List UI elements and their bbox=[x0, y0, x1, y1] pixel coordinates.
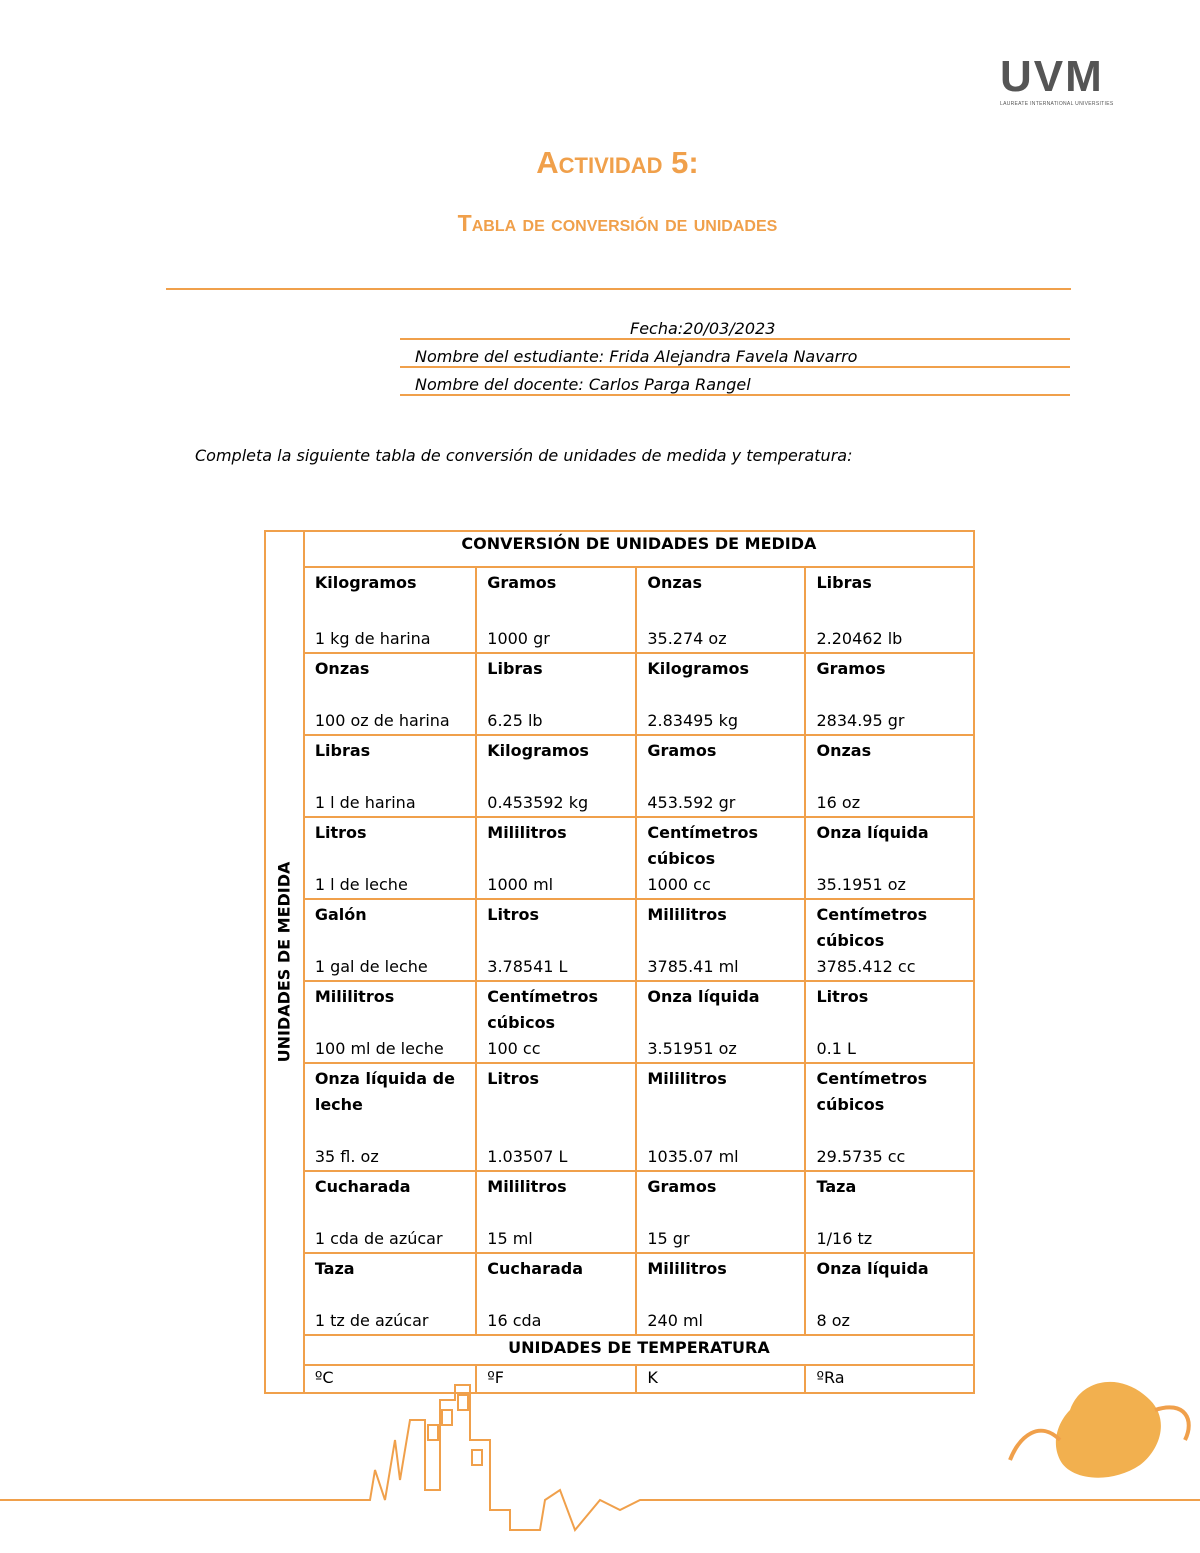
unit-name: Centímetros cúbicos bbox=[816, 1069, 928, 1114]
header-divider bbox=[166, 288, 1071, 290]
table-cell bbox=[805, 1171, 974, 1253]
unit-name: Kilogramos bbox=[314, 573, 417, 592]
unit-name: Mililitros bbox=[487, 1177, 567, 1196]
cell-content bbox=[647, 570, 794, 650]
cell-content bbox=[647, 738, 794, 814]
cell-content bbox=[647, 1066, 794, 1168]
unit-value: 3.78541 L bbox=[487, 957, 568, 976]
cell-content bbox=[816, 902, 963, 978]
table-cell bbox=[476, 1171, 636, 1253]
cell-content bbox=[647, 902, 794, 978]
table-cell bbox=[304, 567, 476, 653]
temperature-unit: ºF bbox=[476, 1365, 636, 1393]
table-cell bbox=[805, 817, 974, 899]
unit-value: 2834.95 gr bbox=[816, 711, 905, 730]
unit-value: 240 ml bbox=[647, 1311, 703, 1330]
cell-content bbox=[315, 656, 465, 732]
unit-name: Galón bbox=[314, 905, 367, 924]
table-cell bbox=[636, 1253, 805, 1335]
unit-name: Mililitros bbox=[647, 905, 727, 924]
cell-content bbox=[647, 1256, 794, 1332]
unit-value: 3785.41 ml bbox=[647, 957, 739, 976]
cell-content bbox=[487, 1174, 625, 1250]
instruction-text: Completa la siguiente tabla de conversión de unidades de medida y temperatura: bbox=[195, 446, 853, 465]
table-cell bbox=[476, 981, 636, 1063]
unit-value: 1.03507 L bbox=[487, 1147, 568, 1166]
unit-name: Litros bbox=[314, 823, 367, 842]
cell-content bbox=[816, 570, 963, 650]
table-cell bbox=[636, 899, 805, 981]
cell-content bbox=[315, 1256, 465, 1332]
unit-name: Onzas bbox=[647, 573, 702, 592]
table-cell bbox=[805, 981, 974, 1063]
cell-content bbox=[487, 656, 625, 732]
table-cell bbox=[304, 735, 476, 817]
unit-value: 35.1951 oz bbox=[816, 875, 906, 894]
cell-content bbox=[487, 820, 625, 896]
unit-value: 1000 cc bbox=[647, 875, 711, 894]
unit-value: 1000 gr bbox=[487, 629, 550, 648]
table-row bbox=[265, 653, 974, 735]
table-row bbox=[265, 899, 974, 981]
unit-name: Centímetros cúbicos bbox=[647, 823, 759, 868]
cell-content bbox=[315, 1066, 465, 1168]
unit-value: 8 oz bbox=[816, 1311, 850, 1330]
unit-name: Gramos bbox=[647, 741, 717, 760]
unit-name: Libras bbox=[487, 659, 543, 678]
unit-name: Taza bbox=[816, 1177, 857, 1196]
unit-name: Kilogramos bbox=[487, 741, 589, 760]
table-cell bbox=[304, 1063, 476, 1171]
conversion-table bbox=[264, 530, 975, 1394]
unit-value: 1 l de leche bbox=[314, 875, 408, 894]
logo-tagline: LAUREATE INTERNATIONAL UNIVERSITIES bbox=[1000, 101, 1114, 107]
cell-content bbox=[816, 820, 963, 896]
table-cell bbox=[636, 735, 805, 817]
cell-content bbox=[647, 820, 794, 896]
unit-value: 0.453592 kg bbox=[487, 793, 589, 812]
temperature-unit: K bbox=[636, 1365, 805, 1393]
table-cell bbox=[304, 817, 476, 899]
table-row bbox=[265, 817, 974, 899]
decorative-footer-illustration bbox=[0, 1380, 1200, 1553]
cell-content bbox=[816, 1174, 963, 1250]
temperature-title: UNIDADES DE TEMPERATURA bbox=[304, 1335, 974, 1365]
unit-name: Taza bbox=[314, 1259, 355, 1278]
unit-name: Kilogramos bbox=[647, 659, 750, 678]
logo-text: UVM bbox=[1000, 52, 1104, 101]
unit-name: Cucharada bbox=[314, 1177, 411, 1196]
unit-value: 35.274 oz bbox=[647, 629, 727, 648]
cell-content bbox=[487, 570, 625, 650]
cell-content bbox=[315, 902, 465, 978]
cell-content bbox=[816, 1256, 963, 1332]
table-cell bbox=[476, 1253, 636, 1335]
page-title: Actividad 5: bbox=[536, 145, 699, 180]
unit-value: 0.1 L bbox=[816, 1039, 856, 1058]
cell-content bbox=[647, 984, 794, 1060]
unit-value: 29.5735 cc bbox=[816, 1147, 906, 1166]
table-cell bbox=[304, 653, 476, 735]
table-cell bbox=[636, 1063, 805, 1171]
cell-content bbox=[315, 1174, 465, 1250]
unit-name: Libras bbox=[314, 741, 371, 760]
table-cell bbox=[805, 653, 974, 735]
temperature-unit: ºRa bbox=[805, 1365, 974, 1393]
teacher-name-field: Nombre del docente: Carlos Parga Rangel bbox=[400, 374, 1070, 396]
table-cell bbox=[636, 817, 805, 899]
unit-value: 1/16 tz bbox=[816, 1229, 873, 1248]
table-row bbox=[265, 567, 974, 653]
cell-content bbox=[487, 1066, 625, 1168]
unit-value: 1 l de harina bbox=[314, 793, 416, 812]
temperature-unit: ºC bbox=[304, 1365, 476, 1393]
table-cell bbox=[304, 1171, 476, 1253]
unit-name: Libras bbox=[816, 573, 872, 592]
unit-name: Litros bbox=[487, 1069, 539, 1088]
unit-name: Mililitros bbox=[487, 823, 567, 842]
unit-value: 1 gal de leche bbox=[314, 957, 428, 976]
unit-value: 1000 ml bbox=[487, 875, 554, 894]
cell-content bbox=[816, 738, 963, 814]
table-cell bbox=[476, 567, 636, 653]
unit-name: Litros bbox=[487, 905, 539, 924]
cell-content bbox=[647, 656, 794, 732]
unit-name: Onza líquida bbox=[816, 823, 929, 842]
table-cell bbox=[636, 567, 805, 653]
table-cell bbox=[805, 899, 974, 981]
unit-name: Onza líquida bbox=[647, 987, 760, 1006]
table-cell bbox=[636, 653, 805, 735]
unit-name: Centímetros cúbicos bbox=[816, 905, 928, 950]
unit-value: 1 cda de azúcar bbox=[314, 1229, 443, 1248]
cell-content bbox=[315, 570, 465, 650]
side-label-cell bbox=[265, 531, 304, 1393]
cell-content bbox=[487, 902, 625, 978]
table-cell bbox=[476, 1063, 636, 1171]
unit-name: Mililitros bbox=[647, 1069, 727, 1088]
cell-content bbox=[816, 984, 963, 1060]
cell-content bbox=[315, 738, 465, 814]
table-row bbox=[265, 1171, 974, 1253]
cell-content bbox=[487, 738, 625, 814]
table-row bbox=[265, 981, 974, 1063]
unit-value: 15 gr bbox=[647, 1229, 690, 1248]
table-row bbox=[265, 1253, 974, 1335]
uvm-logo bbox=[1000, 52, 1125, 110]
unit-value: 2.83495 kg bbox=[647, 711, 739, 730]
unit-value: 100 ml de leche bbox=[314, 1039, 444, 1058]
unit-value: 3785.412 cc bbox=[816, 957, 916, 976]
cell-content bbox=[315, 984, 465, 1060]
table-cell bbox=[304, 981, 476, 1063]
unit-value: 453.592 gr bbox=[647, 793, 736, 812]
table-cell bbox=[805, 567, 974, 653]
unit-name: Gramos bbox=[816, 659, 886, 678]
table-cell bbox=[476, 735, 636, 817]
table-cell bbox=[805, 735, 974, 817]
table-row bbox=[265, 735, 974, 817]
unit-value: 100 oz de harina bbox=[314, 711, 450, 730]
unit-value: 16 oz bbox=[816, 793, 861, 812]
unit-value: 2.20462 lb bbox=[816, 629, 903, 648]
unit-name: Cucharada bbox=[487, 1259, 584, 1278]
unit-name: Onza líquida de leche bbox=[314, 1069, 455, 1114]
cell-content bbox=[487, 1256, 625, 1332]
date-field: Fecha:20/03/2023 bbox=[400, 318, 1070, 340]
unit-name: Litros bbox=[816, 987, 869, 1006]
unit-value: 1 tz de azúcar bbox=[314, 1311, 429, 1330]
side-label: UNIDADES DE MEDIDA bbox=[274, 861, 294, 1063]
unit-value: 15 ml bbox=[487, 1229, 533, 1248]
table-cell bbox=[805, 1063, 974, 1171]
cell-content bbox=[816, 1066, 963, 1168]
unit-value: 3.51951 oz bbox=[647, 1039, 737, 1058]
unit-name: Onza líquida bbox=[816, 1259, 929, 1278]
unit-value: 6.25 lb bbox=[487, 711, 543, 730]
page-subtitle: Tabla de conversión de unidades bbox=[457, 210, 778, 236]
table-cell bbox=[304, 899, 476, 981]
table-cell bbox=[805, 1253, 974, 1335]
unit-name: Gramos bbox=[487, 573, 557, 592]
cell-content bbox=[647, 1174, 794, 1250]
unit-name: Onzas bbox=[816, 741, 872, 760]
table-cell bbox=[636, 981, 805, 1063]
table-row bbox=[265, 1063, 974, 1171]
cell-content bbox=[315, 820, 465, 896]
table-cell bbox=[304, 1253, 476, 1335]
unit-value: 100 cc bbox=[487, 1039, 541, 1058]
table-cell bbox=[636, 1171, 805, 1253]
table-cell bbox=[476, 817, 636, 899]
student-name-field: Nombre del estudiante: Frida Alejandra Favela Navarro bbox=[400, 346, 1070, 368]
table-cell bbox=[476, 653, 636, 735]
table-title: CONVERSIÓN DE UNIDADES DE MEDIDA bbox=[304, 531, 974, 567]
unit-value: 16 cda bbox=[487, 1311, 542, 1330]
unit-value: 35 fl. oz bbox=[314, 1147, 379, 1166]
unit-name: Centímetros cúbicos bbox=[487, 987, 598, 1032]
unit-name: Gramos bbox=[647, 1177, 717, 1196]
unit-name: Mililitros bbox=[314, 987, 395, 1006]
temperature-header-row bbox=[265, 1335, 974, 1365]
unit-name: Mililitros bbox=[647, 1259, 727, 1278]
table-header-row bbox=[265, 531, 974, 567]
unit-value: 1035.07 ml bbox=[647, 1147, 739, 1166]
unit-value: 1 kg de harina bbox=[314, 629, 431, 648]
unit-name: Onzas bbox=[314, 659, 370, 678]
cell-content bbox=[816, 656, 963, 732]
table-cell bbox=[476, 899, 636, 981]
cell-content bbox=[487, 984, 625, 1060]
